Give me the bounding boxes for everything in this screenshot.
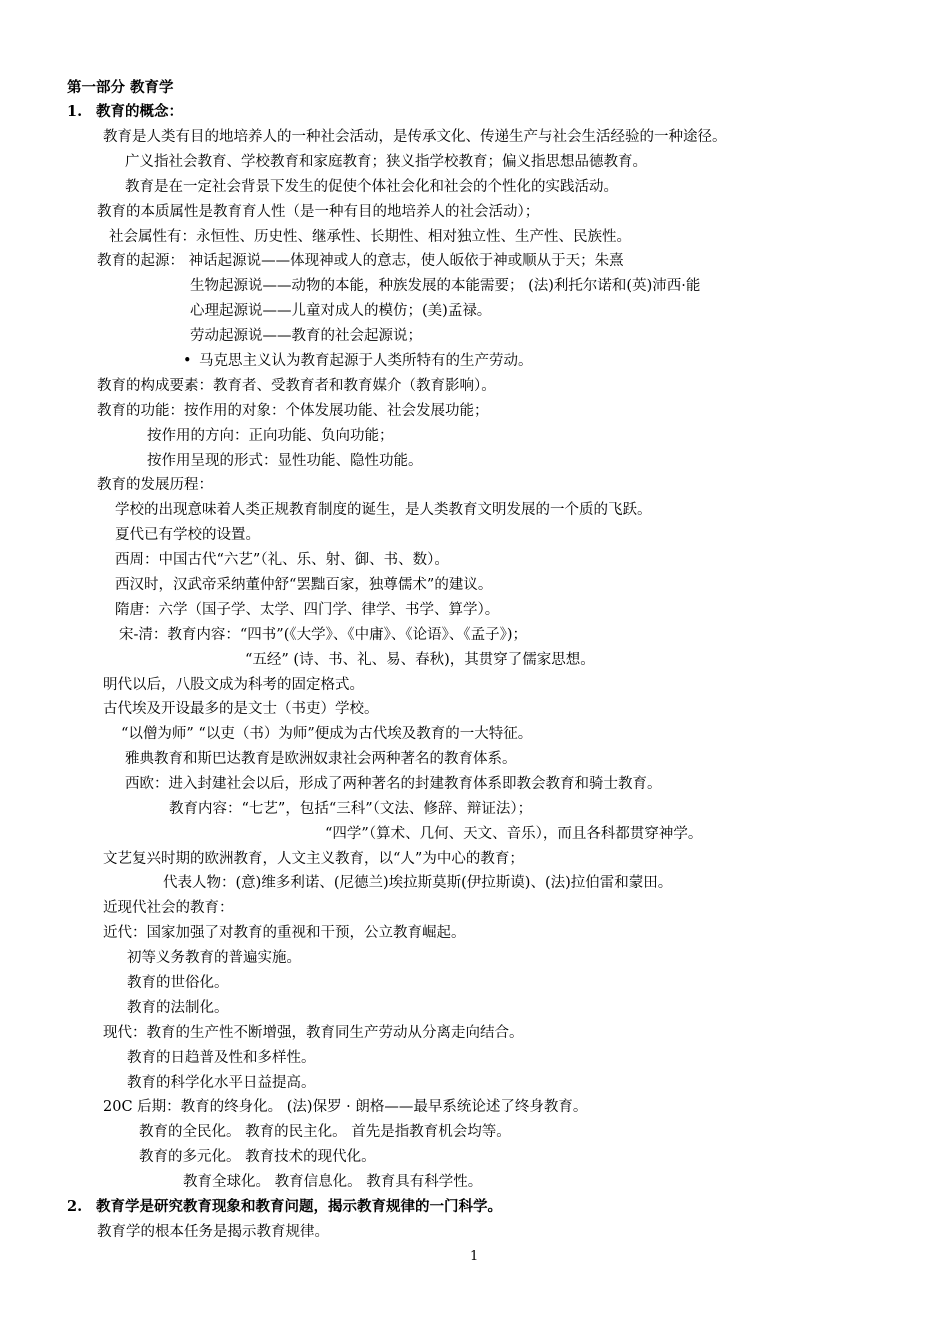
bullet-icon: •: [183, 353, 192, 369]
text-line: 西周：中国古代“六艺”（礼、乐、射、御、书、数）。: [115, 552, 449, 568]
text-line: 教育的多元化。 教育技术的现代化。: [139, 1149, 376, 1165]
text-line: 文艺复兴时期的欧洲教育，人文主义教育，以“人”为中心的教育；: [103, 851, 524, 867]
text-line: 代表人物：(意)维多利诺、(尼德兰)埃拉斯莫斯(伊拉斯谟)、(法)拉伯雷和蒙田。: [163, 875, 673, 891]
text-line: 夏代已有学校的设置。: [115, 527, 260, 543]
text-line: 教育的本质属性是教育育人性（是一种有目的地培养人的社会活动）；: [97, 204, 540, 220]
text-line: “以僧为师” “以吏（书）为师”便成为古代埃及教育的一大特征。: [121, 726, 533, 742]
text-line: 现代：教育的生产性不断增强，教育同生产劳动从分离走向结合。: [103, 1025, 524, 1041]
text-line: 宋-清：教育内容：“四书”(《大学》、《中庸》、《论语》、《孟子》)；: [119, 627, 528, 643]
text-line: 按作用的方向：正向功能、负向功能；: [147, 428, 394, 444]
text-line: 教育的发展历程：: [97, 477, 213, 493]
text-line: 教育全球化。 教育信息化。 教育具有科学性。: [183, 1174, 483, 1190]
text-line: 学校的出现意味着人类正规教育制度的诞生，是人类教育文明发展的一个质的飞跃。: [115, 502, 652, 518]
text-line: 生物起源说——动物的本能，种族发展的本能需要； (法)利托尔诺和(英)沛西·能: [190, 278, 701, 294]
text-line: 近现代社会的教育：: [103, 900, 234, 916]
text-line: 心理起源说——儿童对成人的模仿；(美)孟禄。: [190, 303, 492, 319]
text-line: 劳动起源说——教育的社会起源说；: [190, 328, 422, 344]
text-line: 20C 后期：教育的终身化。 (法)保罗 · 朗格——最早系统论述了终身教育。: [103, 1099, 588, 1115]
text-line: 教育是人类有目的地培养人的一种社会活动，是传承文化、传递生产与社会生活经验的一种途径。: [103, 129, 727, 145]
section-number: 2.: [67, 1198, 83, 1215]
section-number: 1.: [67, 103, 83, 120]
text-line: 教育学的根本任务是揭示教育规律。: [97, 1224, 329, 1240]
text-line: 社会属性有：永恒性、历史性、继承性、长期性、相对独立性、生产性、民族性。: [109, 229, 631, 245]
text-line: 初等义务教育的普遍实施。: [127, 950, 301, 966]
text-line: 教育的法制化。: [127, 1000, 229, 1016]
text-line: 教育的日趋普及性和多样性。: [127, 1050, 316, 1066]
text-line: 教育的世俗化。: [127, 975, 229, 991]
text-line: 西欧：进入封建社会以后，形成了两种著名的封建教育体系即教会教育和骑士教育。: [125, 776, 662, 792]
text-line: 教育的功能：按作用的对象：个体发展功能、社会发展功能；: [97, 403, 489, 419]
section-heading: 2. 教育学是研究教育现象和教育问题，揭示教育规律的一门科学。: [67, 1198, 502, 1215]
section-heading: 1. 教育的概念：: [67, 103, 183, 120]
text-line: 教育的构成要素：教育者、受教育者和教育媒介（教育影响）。: [97, 378, 496, 394]
part-heading: 第一部分 教育学: [67, 79, 174, 96]
page-number: 1: [470, 1249, 479, 1264]
text-line: 近代：国家加强了对教育的重视和干预，公立教育崛起。: [103, 925, 466, 941]
text-line: 教育的全民化。 教育的民主化。 首先是指教育机会均等。: [139, 1124, 511, 1140]
text-line: “五经” (诗、书、礼、易、春秋)，其贯穿了儒家思想。: [245, 652, 595, 668]
text-line: 古代埃及开设最多的是文士（书吏）学校。: [103, 701, 379, 717]
text-line: 按作用呈现的形式：显性功能、隐性功能。: [147, 453, 423, 469]
text-line: 雅典教育和斯巴达教育是欧洲奴隶社会两种著名的教育体系。: [125, 751, 517, 767]
text-line: “四学”（算术、几何、天文、音乐），而且各科都贯穿神学。: [325, 826, 703, 842]
text-line: 明代以后，八股文成为科考的固定格式。: [103, 677, 364, 693]
text-line: 隋唐：六学（国子学、太学、四门学、律学、书学、算学）。: [115, 602, 500, 618]
bullet-item: • 马克思主义认为教育起源于人类所特有的生产劳动。: [183, 353, 533, 369]
text-line: 广义指社会教育、学校教育和家庭教育；狭义指学校教育；偏义指思想品德教育。: [125, 154, 647, 170]
text-line: 教育的起源： 神话起源说——体现神或人的意志，使人皈依于神或顺从于天；朱熹: [97, 253, 624, 269]
text-line: 教育内容：“七艺”，包括“三科”（文法、修辞、辩证法）；: [169, 801, 533, 817]
text-line: 西汉时，汉武帝采纳董仲舒“罢黜百家，独尊儒术”的建议。: [115, 577, 493, 593]
text-line: 教育的科学化水平日益提高。: [127, 1075, 316, 1091]
text-line: 教育是在一定社会背景下发生的促使个体社会化和社会的个性化的实践活动。: [125, 179, 618, 195]
